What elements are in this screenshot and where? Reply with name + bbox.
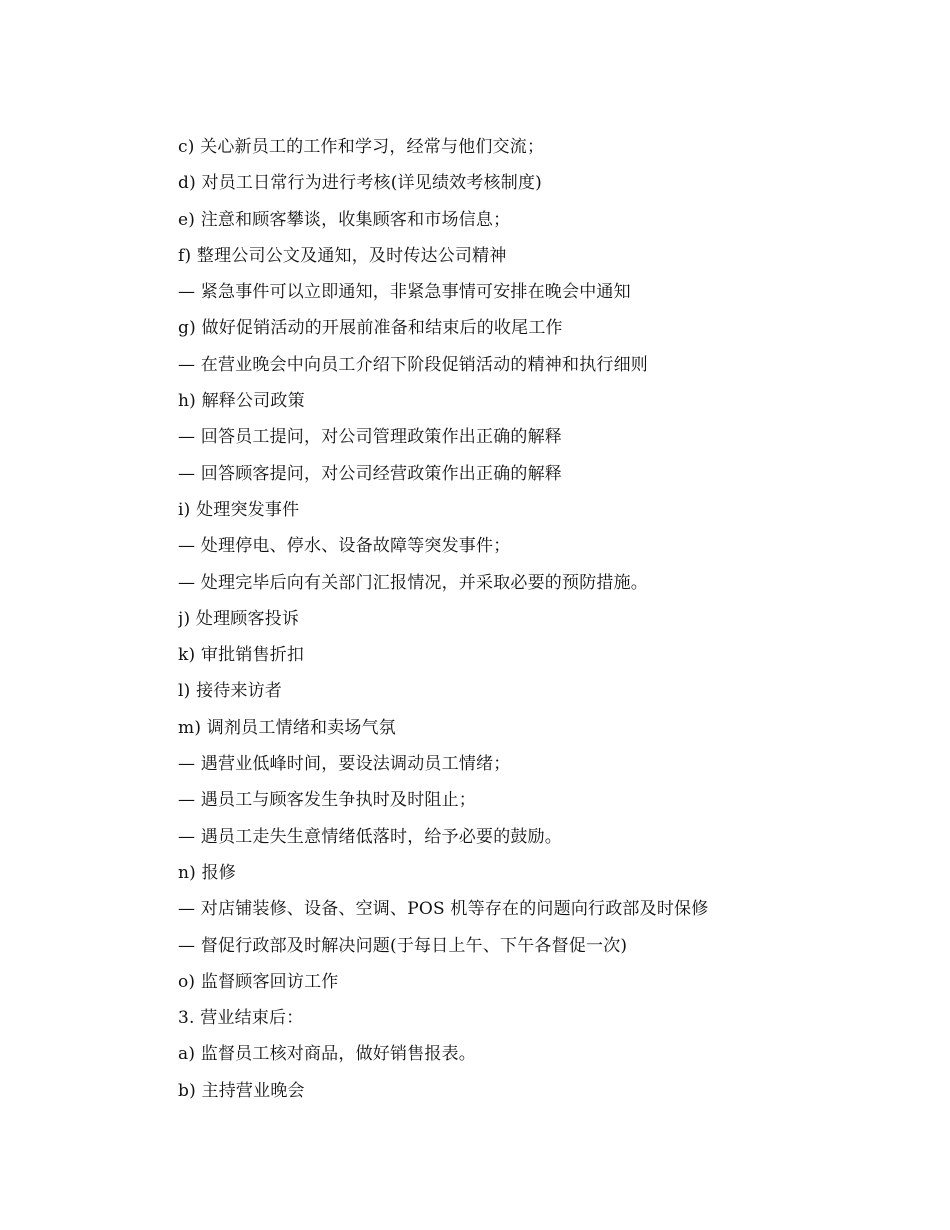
text-line: j) 处理顾客投诉 xyxy=(178,608,300,629)
text-line: l) 接待来访者 xyxy=(178,681,283,702)
text-line: — 督促行政部及时解决问题(于每日上午、下午各督促一次) xyxy=(178,935,628,956)
text-line: — 遇员工走失生意情绪低落时，给予必要的鼓励。 xyxy=(178,826,563,847)
text-line: — 回答顾客提问，对公司经营政策作出正确的解释 xyxy=(178,463,563,484)
text-line: — 遇营业低峰时间，要设法调动员工情绪； xyxy=(178,754,511,775)
text-line: n) 报修 xyxy=(178,862,236,883)
text-line: b) 主持营业晚会 xyxy=(178,1080,305,1101)
document-body xyxy=(178,129,878,1109)
text-line: k) 审批销售折扣 xyxy=(178,645,305,666)
text-line: — 紧急事件可以立即通知，非紧急事情可安排在晚会中通知 xyxy=(178,282,631,303)
text-line: a) 监督员工核对商品，做好销售报表。 xyxy=(178,1044,476,1065)
text-line: g) 做好促销活动的开展前准备和结束后的收尾工作 xyxy=(178,318,563,339)
text-line: i) 处理突发事件 xyxy=(178,499,300,520)
text-line: c) 关心新员工的工作和学习，经常与他们交流； xyxy=(178,137,545,157)
text-line: o) 监督顾客回访工作 xyxy=(178,971,339,992)
text-line: — 对店铺装修、设备、空调、POS 机等存在的问题向行政部及时保修 xyxy=(178,899,709,920)
text-line: f) 整理公司公文及通知，及时传达公司精神 xyxy=(178,245,507,266)
text-line: — 遇员工与顾客发生争执时及时阻止； xyxy=(178,790,477,811)
text-line: m) 调剂员工情绪和卖场气氛 xyxy=(178,717,396,738)
text-line: — 回答员工提问，对公司管理政策作出正确的解释 xyxy=(178,427,563,448)
text-line: h) 解释公司政策 xyxy=(178,391,305,412)
text-line: — 在营业晚会中向员工介绍下阶段促销活动的精神和执行细则 xyxy=(178,354,649,375)
text-line: — 处理完毕后向有关部门汇报情况，并采取必要的预防措施。 xyxy=(178,572,649,593)
text-line: — 处理停电、停水、设备故障等突发事件； xyxy=(178,536,511,557)
text-line: 3. 营业结束后： xyxy=(178,1008,304,1029)
text-line: d) 对员工日常行为进行考核(详见绩效考核制度) xyxy=(178,173,542,194)
text-line: e) 注意和顾客攀谈，收集顾客和市场信息； xyxy=(178,209,511,230)
